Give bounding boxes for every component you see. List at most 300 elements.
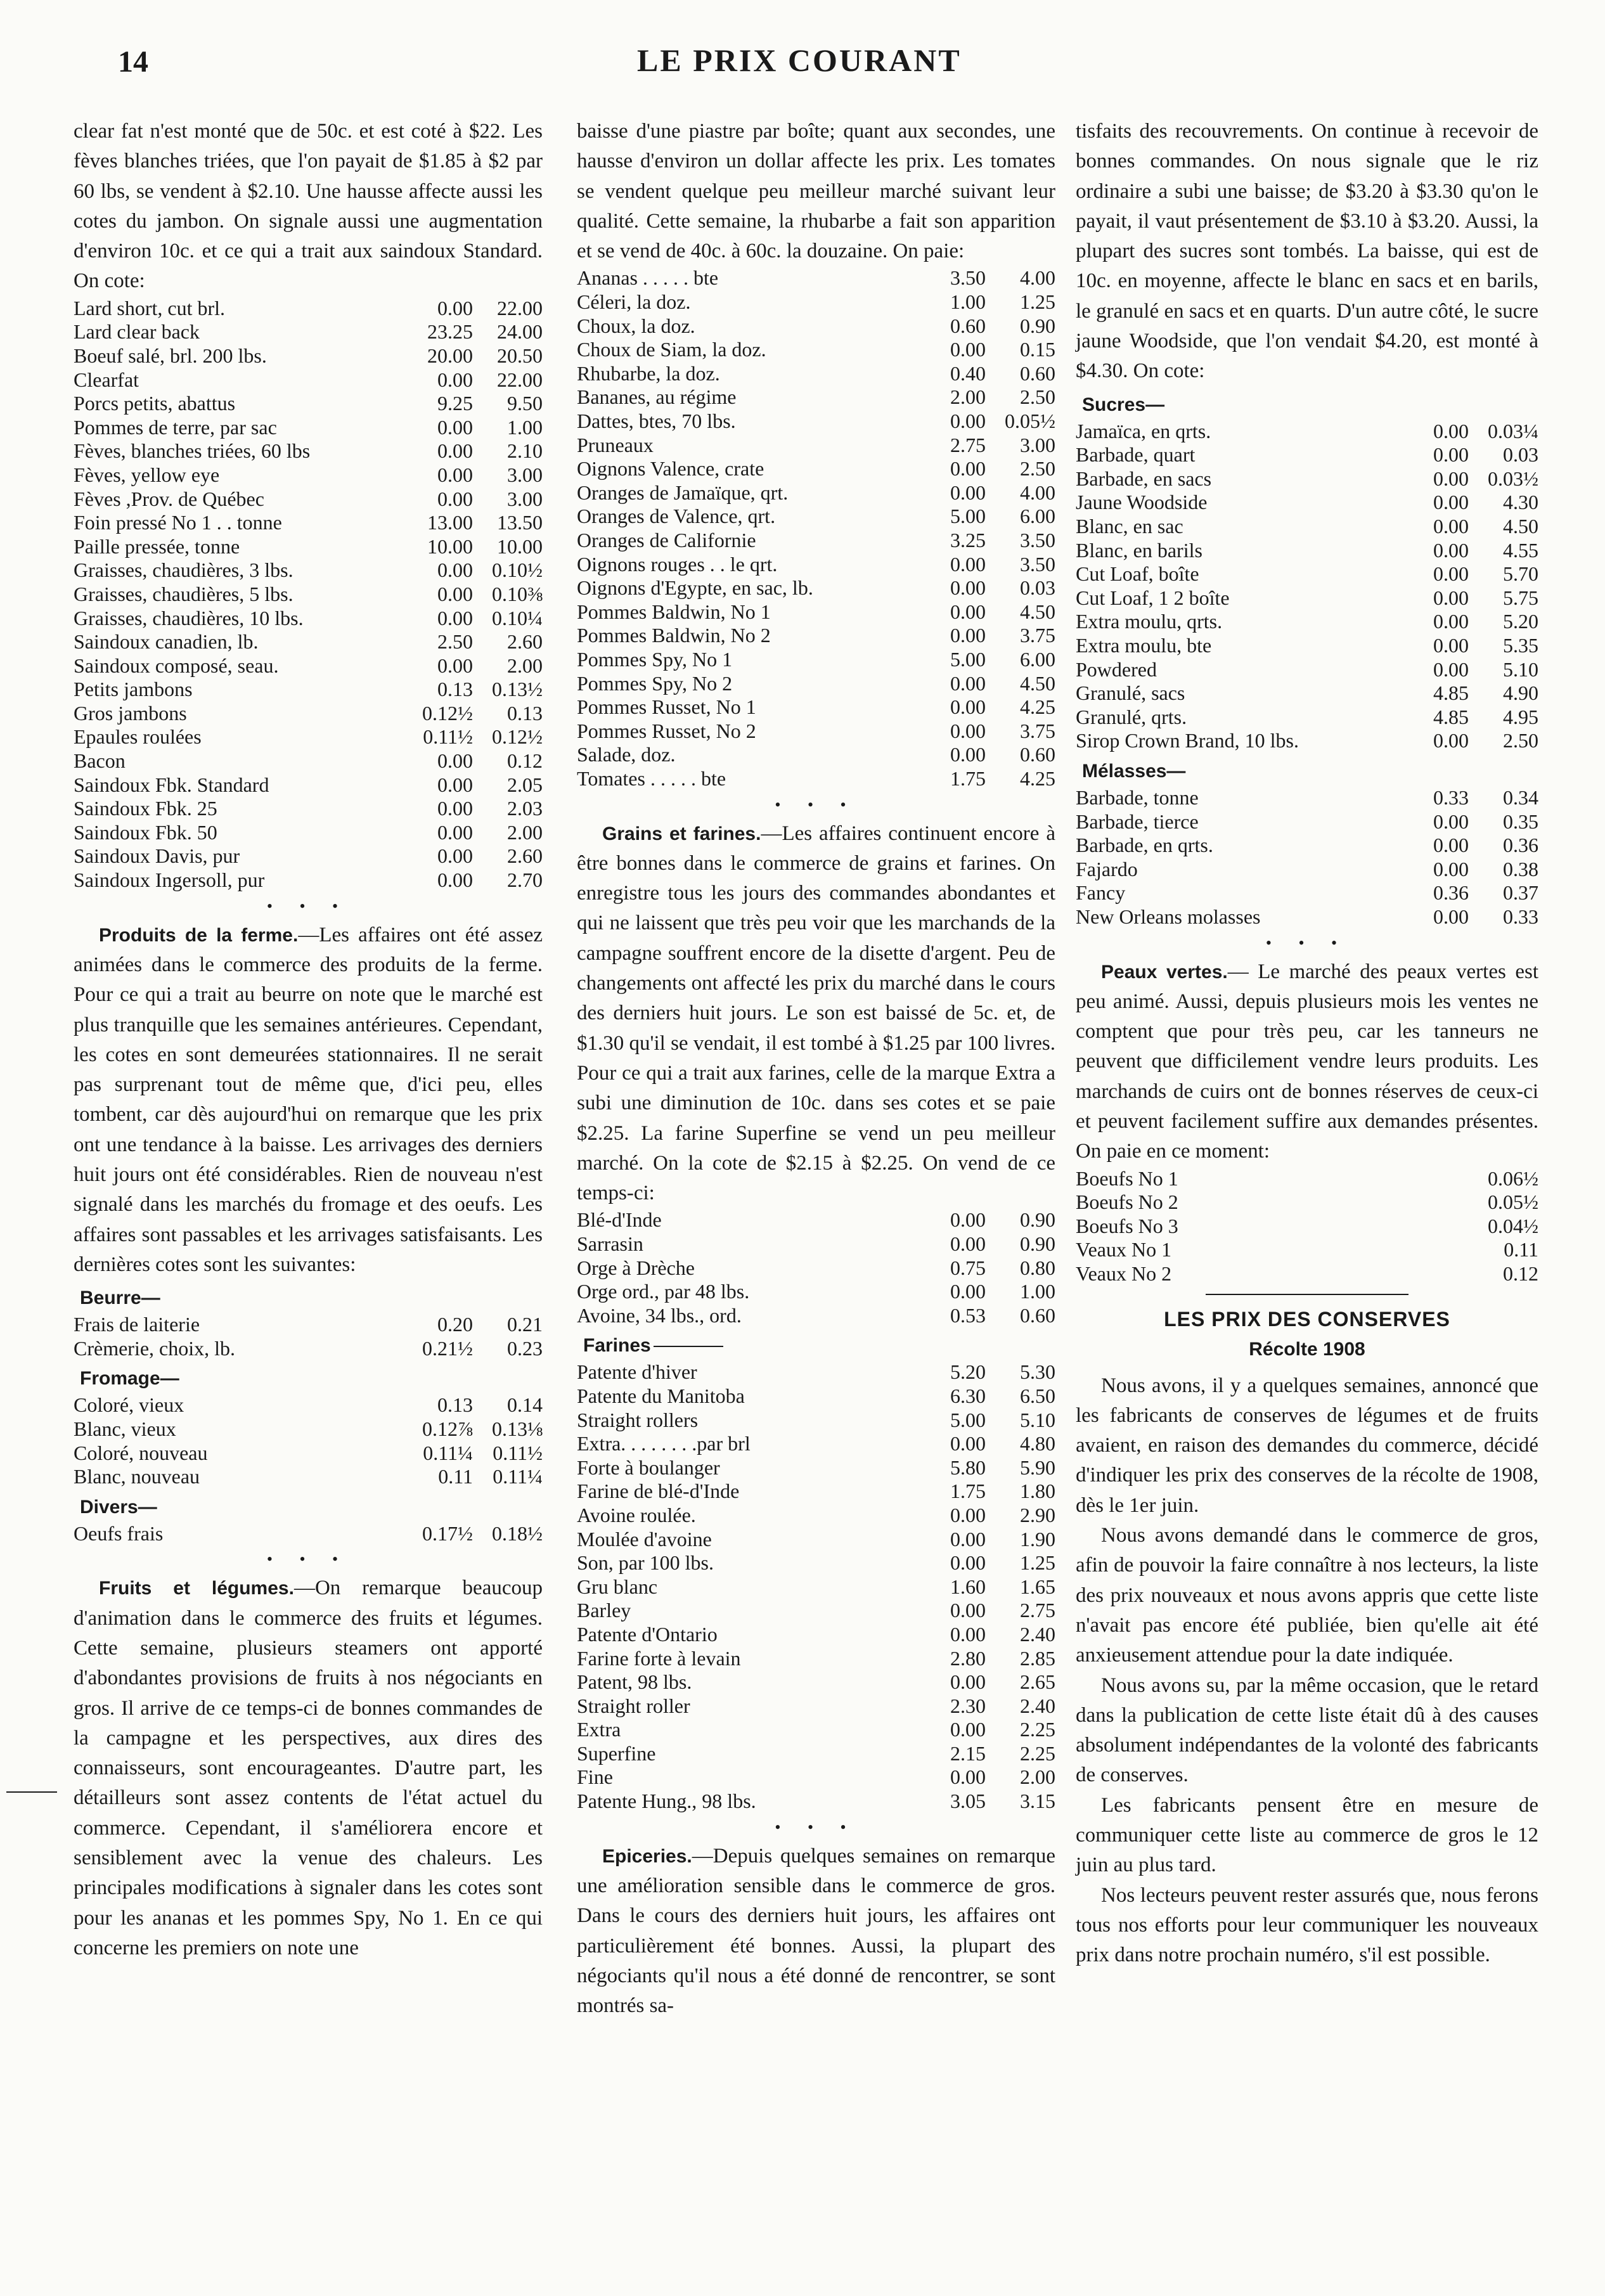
- price-high: 6.00: [1020, 505, 1055, 528]
- price-low: 0.00: [1433, 657, 1469, 681]
- price-item-name: Powdered: [1076, 657, 1157, 681]
- price-item-name: Lard short, cut brl.: [74, 296, 226, 319]
- fruits-text: —On remarque beaucoup d'animation dans le commerce des fruits et légumes. Cette semaine, plusieurs steamers ont apporté d'abondantes provisions de fruits à nos négociants en gros. Il arrive de ce temps-ci de bonnes commandes de la campagne et les perspectives, aux dires des connaisseurs, sont encourageantes. D'autre part, les détailleurs sont assez contents de l'état actuel du commerce. Cependant, il s'améliorera encore et sensiblement avec la venue des chaleurs. Les principales modifications à signaler dans les cotes sont pour les ananas et les pommes Spy, No 1. En ce qui concerne les premiers on note une: [74, 1577, 543, 1959]
- price-row: [577, 1208, 1055, 1232]
- price-high: 0.12: [1503, 1262, 1538, 1285]
- price-row: [1076, 881, 1538, 905]
- price-item-name: Pommes Russet, No 2: [577, 719, 756, 742]
- conserves-paragraph-1: Nous avons, il y a quelques semaines, annoncé que les fabricants de conserves de légumes et de fruits avaient, en raison des demandes du commerce, décidé d'indiquer les prix des conserves de la récolte de 1908, dès le 1er juin.: [1076, 1374, 1538, 1517]
- price-high: 3.00: [507, 463, 543, 486]
- price-low: 5.80: [950, 1455, 986, 1479]
- price-low: 0.00: [950, 743, 986, 766]
- price-item-name: Son, par 100 lbs.: [577, 1551, 714, 1575]
- price-low: 0.36: [1433, 881, 1469, 905]
- price-low: 4.85: [1433, 705, 1469, 728]
- farines-price-table: [577, 1360, 1055, 1813]
- price-high: 1.25: [1020, 1551, 1055, 1575]
- conserves-paragraph-2: Nous avons demandé dans le commerce de gros, afin de pouvoir la faire connaître à nos lecteurs, la liste des prix nouveaux et nous avons appris que cette liste n'avait pas encore été publiée, bien qu'elle ait été anxieusement attendue pour la date indiquée.: [1076, 1524, 1538, 1667]
- price-low: 23.25: [427, 320, 473, 344]
- price-row: [74, 868, 543, 893]
- peaux-text: — Le marché des peaux vertes est peu animé. Aussi, depuis plusieurs mois les ventes ne comptent que pour très peu, car les tanneurs ne peuvent que difficilement vendre leurs produits. Les marchands de cuirs ont de bonnes réserves de ceux-ci et peuvent facilement suffire aux demandes présentes. On paie en ce moment:: [1076, 960, 1538, 1163]
- price-high: 4.25: [1020, 766, 1055, 790]
- price-high: 0.36: [1503, 834, 1538, 857]
- price-row: [577, 1742, 1055, 1766]
- price-row: [1076, 634, 1538, 658]
- divers-heading: Divers—: [80, 1496, 157, 1518]
- price-high: 2.40: [1020, 1622, 1055, 1646]
- price-item-name: Granulé, sacs: [1076, 681, 1185, 705]
- price-row: [577, 481, 1055, 505]
- price-row: [74, 773, 543, 797]
- price-item-name: Barbade, quart: [1076, 443, 1196, 467]
- price-item-name: Saindoux Fbk. 50: [74, 820, 217, 844]
- price-low: 0.11¼: [423, 1441, 473, 1464]
- price-high: 2.10: [507, 439, 543, 463]
- peaux-heading: Peaux vertes.: [1101, 961, 1228, 983]
- price-row: [74, 344, 543, 368]
- price-row: [577, 1694, 1055, 1719]
- sucres-heading: Sucres—: [1082, 394, 1165, 415]
- price-low: 0.00: [437, 749, 473, 773]
- price-high: 0.14: [507, 1393, 543, 1417]
- price-item-name: Dattes, btes, 70 lbs.: [577, 410, 736, 433]
- price-item-name: Sarrasin: [577, 1232, 643, 1255]
- price-row: [1076, 515, 1538, 539]
- price-item-name: Foin pressé No 1 . . tonne: [74, 511, 282, 534]
- price-row: [577, 1480, 1055, 1504]
- price-high: 3.75: [1020, 624, 1055, 647]
- price-row: [1076, 1262, 1538, 1286]
- price-high: 5.35: [1503, 634, 1538, 657]
- price-high: 20.50: [497, 344, 543, 367]
- section-rule: [1206, 1294, 1408, 1295]
- price-row: [74, 844, 543, 868]
- price-high: 0.37: [1503, 881, 1538, 905]
- price-low: 0.75: [950, 1256, 986, 1279]
- price-low: 3.50: [950, 266, 986, 290]
- price-row: [1076, 539, 1538, 563]
- price-low: 0.00: [437, 582, 473, 605]
- price-row: [1076, 420, 1538, 444]
- price-item-name: Blanc, en sac: [1076, 515, 1183, 538]
- price-row: [1076, 1167, 1538, 1191]
- page-number: 14: [118, 45, 148, 79]
- price-item-name: Bacon: [74, 749, 126, 773]
- price-high: 6.50: [1020, 1384, 1055, 1407]
- price-high: 2.75: [1020, 1599, 1055, 1622]
- price-low: [1393, 1238, 1469, 1262]
- price-row: [577, 1432, 1055, 1456]
- price-row: [577, 362, 1055, 386]
- price-low: 0.13: [437, 1393, 473, 1417]
- price-row: [1076, 491, 1538, 515]
- price-high: 0.34: [1503, 785, 1538, 809]
- price-row: [74, 320, 543, 344]
- price-high: 1.00: [507, 415, 543, 439]
- price-row: [74, 749, 543, 773]
- price-row: [74, 487, 543, 512]
- price-low: 0.00: [437, 415, 473, 439]
- price-low: 0.00: [950, 1670, 986, 1694]
- price-low: 0.00: [1433, 515, 1469, 538]
- price-item-name: Blanc, en barils: [1076, 538, 1202, 562]
- price-low: 0.00: [437, 558, 473, 582]
- price-row: [74, 583, 543, 607]
- price-low: 0.60: [950, 314, 986, 337]
- price-high: 0.04½: [1488, 1214, 1538, 1237]
- price-row: [577, 1360, 1055, 1384]
- price-high: 0.12: [507, 749, 543, 773]
- conserves-title: LES PRIX DES CONSERVES: [1164, 1307, 1450, 1331]
- epiceries-paragraph: [577, 1841, 1055, 2022]
- price-row: [1076, 786, 1538, 810]
- price-low: 0.00: [950, 719, 986, 742]
- price-row: [577, 290, 1055, 314]
- price-item-name: Frais de laiterie: [74, 1313, 200, 1336]
- price-item-name: Sirop Crown Brand, 10 lbs.: [1076, 729, 1299, 752]
- price-low: 0.00: [1433, 419, 1469, 442]
- price-high: 5.10: [1503, 657, 1538, 681]
- peaux-paragraph: [1076, 957, 1538, 1167]
- price-item-name: New Orleans molasses: [1076, 905, 1261, 928]
- price-high: 5.90: [1020, 1455, 1055, 1479]
- price-item-name: Superfine: [577, 1741, 656, 1765]
- price-low: 0.00: [1433, 905, 1469, 928]
- price-high: 24.00: [497, 320, 543, 344]
- price-high: 2.50: [1020, 457, 1055, 480]
- section-separator: • • •: [775, 1817, 858, 1836]
- grains-heading: Grains et farines.: [602, 823, 761, 844]
- price-high: 0.23: [507, 1336, 543, 1360]
- price-low: 1.75: [950, 1480, 986, 1503]
- price-low: 1.75: [950, 766, 986, 790]
- price-high: 4.30: [1503, 491, 1538, 514]
- section-separator: • • •: [266, 1550, 350, 1569]
- price-low: 6.30: [950, 1384, 986, 1407]
- price-low: 0.00: [950, 410, 986, 433]
- section-separator: • • •: [775, 795, 858, 814]
- price-low: 0.00: [950, 1503, 986, 1526]
- price-high: 2.50: [1503, 729, 1538, 752]
- price-item-name: Avoine roulée.: [577, 1503, 696, 1526]
- price-row: [577, 624, 1055, 648]
- price-high: 2.03: [507, 797, 543, 820]
- column-3: [1076, 117, 1538, 1971]
- price-item-name: Céleri, la doz.: [577, 290, 691, 314]
- price-high: 5.20: [1503, 610, 1538, 633]
- conserves-paragraph-3: Nous avons su, par la même occasion, que le retard dans la publication de cette liste était dû à des causes absolument indépendantes de la volonté des fabricants de conserves.: [1076, 1674, 1538, 1787]
- price-high: 2.60: [507, 630, 543, 654]
- price-row: [74, 392, 543, 416]
- price-row: [577, 1551, 1055, 1575]
- price-row: [577, 266, 1055, 290]
- price-item-name: Barbade, tierce: [1076, 809, 1199, 833]
- price-item-name: Boeufs No 1: [1076, 1166, 1178, 1190]
- price-row: [577, 1575, 1055, 1599]
- price-row: [577, 1232, 1055, 1256]
- price-row: [577, 314, 1055, 339]
- price-row: [74, 678, 543, 702]
- price-row: [577, 1765, 1055, 1790]
- price-low: 0.00: [1433, 729, 1469, 752]
- price-high: 4.90: [1503, 681, 1538, 705]
- price-high: 4.50: [1020, 600, 1055, 623]
- price-item-name: Blanc, vieux: [74, 1417, 176, 1440]
- price-high: 22.00: [497, 368, 543, 391]
- price-high: 4.80: [1020, 1432, 1055, 1455]
- price-item-name: Jamaïca, en qrts.: [1076, 419, 1211, 442]
- price-high: 0.90: [1020, 1208, 1055, 1232]
- price-row: [1076, 1215, 1538, 1239]
- price-high: 0.11: [1504, 1238, 1538, 1261]
- price-low: 0.00: [950, 1765, 986, 1789]
- price-high: 0.06½: [1488, 1166, 1538, 1190]
- price-row: [577, 767, 1055, 791]
- ferme-paragraph: [74, 920, 543, 1280]
- price-high: 2.65: [1020, 1670, 1055, 1694]
- price-low: 0.00: [1433, 467, 1469, 490]
- price-low: 5.00: [950, 505, 986, 528]
- price-row: [577, 434, 1055, 458]
- price-item-name: Patente Hung., 98 lbs.: [577, 1790, 756, 1813]
- price-item-name: Crèmerie, choix, lb.: [74, 1336, 236, 1360]
- price-item-name: Forte à boulanger: [577, 1455, 720, 1479]
- price-high: 2.00: [507, 820, 543, 844]
- price-low: 2.80: [950, 1646, 986, 1670]
- price-high: 0.12½: [492, 725, 543, 749]
- grains-price-table: [577, 1208, 1055, 1327]
- price-low: 2.50: [437, 630, 473, 654]
- price-item-name: Farine forte à levain: [577, 1646, 741, 1670]
- price-high: 0.03: [1503, 443, 1538, 467]
- price-low: 0.00: [437, 797, 473, 820]
- price-low: 0.00: [950, 624, 986, 647]
- price-row: [74, 607, 543, 631]
- price-high: 0.38: [1503, 857, 1538, 880]
- sucres-price-table: [1076, 420, 1538, 753]
- price-low: 0.20: [437, 1313, 473, 1336]
- price-high: 0.05½: [1488, 1190, 1538, 1214]
- price-high: 4.55: [1503, 538, 1538, 562]
- price-item-name: Paille pressée, tonne: [74, 534, 240, 558]
- price-item-name: Saindoux Fbk. 25: [74, 797, 217, 820]
- price-item-name: Graisses, chaudières, 10 lbs.: [74, 606, 304, 629]
- price-row: [74, 1522, 543, 1546]
- price-low: 0.17½: [422, 1521, 473, 1545]
- price-item-name: Orge à Drèche: [577, 1256, 695, 1279]
- price-high: 3.00: [507, 487, 543, 510]
- price-low: 0.00: [437, 487, 473, 510]
- price-item-name: Oignons d'Egypte, en sac, lb.: [577, 576, 813, 600]
- price-item-name: Gros jambons: [74, 701, 187, 725]
- price-low: 0.00: [950, 1551, 986, 1575]
- price-row: [74, 1393, 543, 1417]
- conserves-paragraph-5: Nos lecteurs peuvent rester assurés que, nous ferons tous nos efforts pour leur communiquer les nouveaux prix dans notre prochain numéro, s'il est possible.: [1076, 1883, 1538, 1967]
- price-high: 0.21: [507, 1313, 543, 1336]
- price-high: 2.00: [507, 654, 543, 677]
- price-item-name: Coloré, nouveau: [74, 1441, 208, 1464]
- price-low: 0.40: [950, 361, 986, 385]
- price-low: 1.00: [950, 290, 986, 314]
- price-low: 0.00: [950, 671, 986, 695]
- price-high: 2.25: [1020, 1741, 1055, 1765]
- price-high: 5.30: [1020, 1360, 1055, 1384]
- price-item-name: Patent, 98 lbs.: [577, 1670, 692, 1694]
- price-high: 2.25: [1020, 1718, 1055, 1741]
- epiceries-text: —Depuis quelques semaines on remarque une amélioration sensible dans le commerce de gros. Dans le cours des derniers huit jours, les affaires ont particulièrement été bonnes. Aussi, la plupart des négociants qu'il nous a été donné de rencontrer, se sont montrés sa-: [577, 1844, 1055, 2018]
- price-row: [74, 654, 543, 678]
- price-item-name: Clearfat: [74, 368, 139, 391]
- price-item-name: Pommes Baldwin, No 1: [577, 600, 771, 623]
- price-row: [1076, 467, 1538, 491]
- col3-intro-paragraph: tisfaits des recouvrements. On continue à recevoir de bonnes commandes. On nous signale que le riz ordinaire a subi une baisse; de $3.20 à $3.30 qu'on le payait, il vaut présentement de $3.10 à $3.20. Aussi, la plupart des sucres sont tombés. La baisse, qui est de 10c. en moyenne, affecte le blanc en sacs et en barils, le granulé en sacs et en quarts. D'un autre côté, le sucre jaune Woodside, que l'on vendait $4.20, est monté à $4.30. On cote:: [1076, 120, 1538, 383]
- melasses-heading: Mélasses—: [1082, 760, 1186, 782]
- price-row: [577, 1599, 1055, 1623]
- price-item-name: Oranges de Jamaïque, qrt.: [577, 480, 789, 504]
- price-item-name: Epaules roulées: [74, 725, 202, 749]
- price-low: 0.00: [950, 1208, 986, 1232]
- price-row: [577, 1670, 1055, 1694]
- price-high: 2.50: [1020, 385, 1055, 409]
- price-high: 0.11¼: [493, 1465, 543, 1488]
- melasses-price-table: [1076, 786, 1538, 929]
- price-high: 0.60: [1020, 743, 1055, 766]
- grains-paragraph: [577, 819, 1055, 1209]
- price-high: 6.00: [1020, 647, 1055, 671]
- price-row: [577, 1647, 1055, 1671]
- col2-intro-paragraph: baisse d'une piastre par boîte; quant aux secondes, une hausse d'environ un dollar affecte les prix. Les tomates se vendent quelque peu meilleur marché suivant leur qualité. Cette semaine, la rhubarbe a fait son apparition et se vend de 40c. à 60c. la douzaine. On paie:: [577, 120, 1055, 263]
- price-item-name: Pommes Spy, No 2: [577, 671, 733, 695]
- price-item-name: Moulée d'avoine: [577, 1527, 712, 1551]
- price-item-name: Coloré, vieux: [74, 1393, 184, 1417]
- price-low: 5.00: [950, 647, 986, 671]
- price-item-name: Patente d'hiver: [577, 1360, 697, 1384]
- farines-heading-label: Farines: [583, 1335, 651, 1357]
- farines-heading-rule: [654, 1346, 723, 1347]
- price-low: 5.20: [950, 1360, 986, 1384]
- price-row: [577, 529, 1055, 553]
- price-low: 10.00: [427, 534, 473, 558]
- price-high: 0.33: [1503, 905, 1538, 928]
- price-low: 0.00: [950, 695, 986, 719]
- price-row: [1076, 810, 1538, 834]
- price-item-name: Straight roller: [577, 1694, 690, 1717]
- price-row: [577, 1256, 1055, 1280]
- price-high: 0.13½: [492, 678, 543, 701]
- price-low: 0.00: [1433, 586, 1469, 609]
- price-item-name: Boeufs No 3: [1076, 1214, 1178, 1237]
- price-item-name: Rhubarbe, la doz.: [577, 361, 720, 385]
- price-high: 0.10⅜: [492, 582, 543, 605]
- price-row: [1076, 610, 1538, 634]
- price-row: [1076, 1238, 1538, 1262]
- price-high: 0.03: [1020, 576, 1055, 600]
- column-1: [74, 117, 543, 1963]
- price-row: [74, 297, 543, 321]
- price-low: 0.00: [1433, 610, 1469, 633]
- price-high: 4.50: [1503, 515, 1538, 538]
- price-item-name: Pruneaux: [577, 433, 654, 456]
- price-row: [577, 695, 1055, 719]
- price-row: [74, 511, 543, 535]
- price-item-name: Boeufs No 2: [1076, 1190, 1178, 1214]
- price-item-name: Fèves ,Prov. de Québec: [74, 487, 264, 510]
- price-high: 0.60: [1020, 361, 1055, 385]
- price-row: [577, 576, 1055, 600]
- divers-price-table: [74, 1522, 543, 1546]
- price-row: [74, 702, 543, 726]
- price-high: 3.00: [1020, 433, 1055, 456]
- price-high: 9.50: [507, 392, 543, 415]
- price-item-name: Straight rollers: [577, 1408, 699, 1431]
- price-low: 0.00: [437, 773, 473, 796]
- price-high: 2.40: [1020, 1694, 1055, 1717]
- price-low: 0.00: [950, 1232, 986, 1255]
- price-high: 0.90: [1020, 1232, 1055, 1255]
- price-row: [577, 648, 1055, 672]
- price-item-name: Boeuf salé, brl. 200 lbs.: [74, 344, 267, 367]
- price-low: 0.11½: [423, 725, 473, 749]
- price-low: 2.15: [950, 1741, 986, 1765]
- price-high: 0.80: [1020, 1256, 1055, 1279]
- price-item-name: Patente du Manitoba: [577, 1384, 745, 1407]
- price-low: 0.00: [1433, 634, 1469, 657]
- price-item-name: Patente d'Ontario: [577, 1622, 718, 1646]
- price-low: 13.00: [427, 511, 473, 534]
- col1-intro-paragraph: clear fat n'est monté que de 50c. et est coté à $22. Les fèves blanches triées, que l'on payait de $1.85 à $2 par 60 lbs, se vendent à $2.10. Une hausse affecte aussi les cotes du jambon. On signale aussi une augmentation d'environ 10c. et ce qui a trait aux saindoux Standard. On cote:: [74, 120, 543, 293]
- price-row: [577, 1384, 1055, 1409]
- price-row: [577, 719, 1055, 744]
- beurre-price-table: [74, 1313, 543, 1360]
- price-low: 0.53: [950, 1303, 986, 1327]
- price-row: [74, 368, 543, 392]
- price-low: 0.12⅞: [422, 1417, 473, 1440]
- price-low: 0.00: [437, 463, 473, 486]
- price-item-name: Blé-d'Inde: [577, 1208, 662, 1232]
- price-row: [577, 1409, 1055, 1433]
- price-row: [577, 338, 1055, 362]
- price-item-name: Oranges de Valence, qrt.: [577, 505, 776, 528]
- price-item-name: Veaux No 2: [1076, 1262, 1172, 1285]
- section-separator: • • •: [1265, 933, 1349, 952]
- section-separator: • • •: [266, 896, 350, 915]
- price-item-name: Fèves, yellow eye: [74, 463, 220, 486]
- price-item-name: Tomates . . . . . bte: [577, 766, 726, 790]
- price-high: 0.10½: [492, 558, 543, 582]
- price-high: 5.70: [1503, 562, 1538, 586]
- price-row: [577, 600, 1055, 624]
- price-item-name: Veaux No 1: [1076, 1238, 1172, 1261]
- price-item-name: Extra. . . . . . . .par brl: [577, 1432, 751, 1455]
- price-high: 0.90: [1020, 314, 1055, 337]
- price-high: 1.90: [1020, 1527, 1055, 1551]
- price-row: [577, 1504, 1055, 1528]
- price-row: [577, 410, 1055, 434]
- price-low: 0.00: [1433, 491, 1469, 514]
- price-low: 0.00: [1433, 562, 1469, 586]
- price-row: [1076, 706, 1538, 730]
- price-item-name: Gru blanc: [577, 1575, 658, 1598]
- price-low: 0.00: [437, 868, 473, 892]
- price-low: 9.25: [437, 392, 473, 415]
- price-high: 22.00: [497, 296, 543, 319]
- price-low: 3.25: [950, 529, 986, 552]
- margin-mark: [6, 1791, 57, 1793]
- price-high: 1.65: [1020, 1575, 1055, 1598]
- price-low: [1393, 1215, 1469, 1239]
- price-row: [577, 1304, 1055, 1328]
- price-high: 0.15: [1020, 338, 1055, 361]
